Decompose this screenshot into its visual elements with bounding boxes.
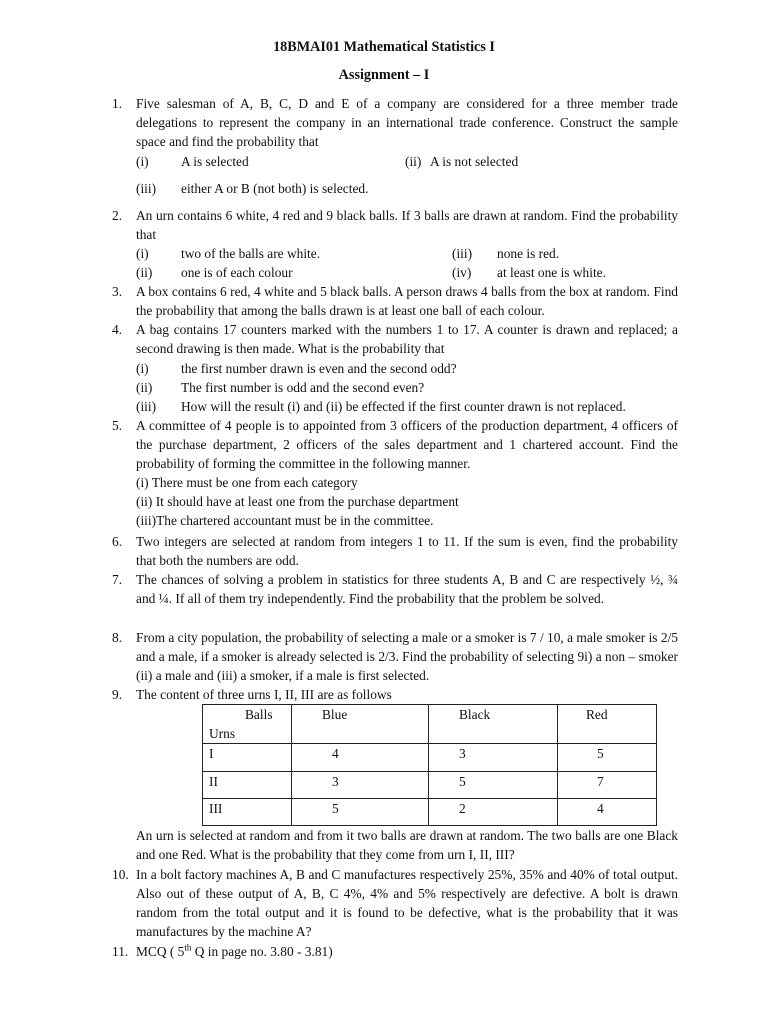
sub-item: (iii)The chartered accountant must be in the committee. (136, 513, 434, 528)
sub-label: (i) (136, 154, 149, 169)
question-text: An urn contains 6 white, 4 red and 9 black balls. If 3 balls are drawn at random. Find the probability that (136, 208, 678, 242)
sub-label: (i) (136, 361, 149, 376)
course-title: 18BMAI01 Mathematical Statistics I (273, 39, 495, 55)
question-text: A bag contains 17 counters marked with the numbers 1 to 17. A counter is drawn and replaced; a second drawing is then made. What is the probability that (136, 322, 678, 356)
table-row (203, 744, 657, 772)
sub-text: either A or B (not both) is selected. (181, 181, 369, 196)
question-number: 3. (112, 284, 123, 299)
corner-balls-label: Balls (245, 707, 273, 722)
question-number: 2. (112, 208, 123, 223)
question-text: The content of three urns I, II, III are as follows (136, 687, 392, 702)
table-cell: 5 (292, 799, 429, 826)
sub-label: (iii) (136, 181, 157, 196)
mcq-text-end: Q in page no. 3.80 - 3.81) (191, 944, 333, 959)
sub-text: the first number drawn is even and the second odd? (181, 361, 457, 376)
sub-text: A is selected (181, 154, 249, 169)
table-cell: 5 (429, 772, 558, 799)
superscript-th: th (184, 942, 192, 953)
table-header-cell: Black (429, 705, 558, 744)
table-header-row (203, 705, 657, 744)
question-number: 9. (112, 687, 123, 702)
sub-text: none is red. (497, 246, 560, 261)
sub-label: (ii) (405, 154, 422, 169)
sub-text: one is of each colour (181, 265, 293, 280)
question-number: 4. (112, 322, 123, 337)
table-corner-cell (203, 705, 292, 744)
table-cell: 7 (558, 772, 657, 799)
sub-item: (ii) It should have at least one from the purchase department (136, 494, 459, 509)
table-cell: 5 (558, 744, 657, 772)
question-text: Five salesman of A, B, C, D and E of a company are considered for a three member trade delegations to represent the company in an international trade conference. Construct the sample space and find the probability that (136, 96, 678, 149)
table-row (203, 799, 657, 826)
sub-text: How will the result (i) and (ii) be effected if the first counter drawn is not replaced. (181, 399, 626, 414)
table-cell: 3 (429, 744, 558, 772)
question-number: 11. (112, 944, 129, 959)
question-text: Two integers are selected at random from integers 1 to 11. If the sum is even, find the probability that both the numbers are odd. (136, 534, 678, 568)
mcq-text-start: MCQ ( 5 (136, 944, 185, 959)
question-text: In a bolt factory machines A, B and C manufactures respectively 25%, 35% and 40% of total output. Also out of these output of A, B, C 4%, 4% and 5% respectively are defective. A bolt is drawn random from the total output and it is found to be defective, what is the probability that it was manufactures by the machine A? (136, 867, 678, 939)
sub-item: (i) There must be one from each category (136, 475, 358, 490)
sub-label: (iv) (452, 265, 472, 280)
sub-text: The first number is odd and the second even? (181, 380, 425, 395)
question-number: 1. (112, 96, 123, 111)
table-cell: 3 (292, 772, 429, 799)
sub-label: (ii) (136, 380, 153, 395)
corner-urns-label: Urns (209, 726, 236, 741)
question-text: An urn is selected at random and from it two balls are drawn at random. The two balls are one Black and one Red. What is the probability that they come from urn I, II, III? (136, 828, 678, 862)
question-number: 8. (112, 630, 123, 645)
sub-text: A is not selected (430, 154, 519, 169)
question-number: 6. (112, 534, 123, 549)
sub-label: (i) (136, 246, 149, 261)
question-number: 7. (112, 572, 123, 587)
question-text (136, 942, 678, 961)
question-text: From a city population, the probability of selecting a male or a smoker is 7 / 10, a male smoker is 2/5 and a male, if a smoker is already selected is 2/3. Find the probability of selecting 9i) a non – smoker (ii) a male and (iii) a smoker, if a male is first selected. (136, 630, 678, 683)
question-text: A committee of 4 people is to appointed from 3 officers of the production department, 4 officers of the purchase department, 2 officers of the sales department and 1 chartered account. Find the probability of forming the committee in the following manner. (136, 418, 678, 471)
table-cell: 4 (558, 799, 657, 826)
urn-contents-table (202, 704, 657, 826)
sub-label: (ii) (136, 265, 153, 280)
urn-label-cell: II (203, 772, 292, 799)
question-number: 5. (112, 418, 123, 433)
sub-label: (iii) (136, 399, 157, 414)
assignment-title: Assignment – I (338, 67, 430, 83)
table-cell: 4 (292, 744, 429, 772)
urn-label-cell: I (203, 744, 292, 772)
sub-text: at least one is white. (497, 265, 606, 280)
table-header-cell: Red (558, 705, 657, 744)
table-row (203, 772, 657, 799)
sub-text: two of the balls are white. (181, 246, 321, 261)
question-text: The chances of solving a problem in statistics for three students A, B and C are respectively ½, ¾ and ¼. If all of them try independently. Find the probability that the problem be solved. (136, 572, 678, 606)
urn-label-cell: III (203, 799, 292, 826)
sub-label: (iii) (452, 246, 473, 261)
question-text: A box contains 6 red, 4 white and 5 black balls. A person draws 4 balls from the box at random. Find the probability that among the balls drawn is at least one ball of each colour. (136, 284, 678, 318)
question-number: 10. (112, 867, 129, 882)
table-cell: 2 (429, 799, 558, 826)
table-header-cell: Blue (292, 705, 429, 744)
